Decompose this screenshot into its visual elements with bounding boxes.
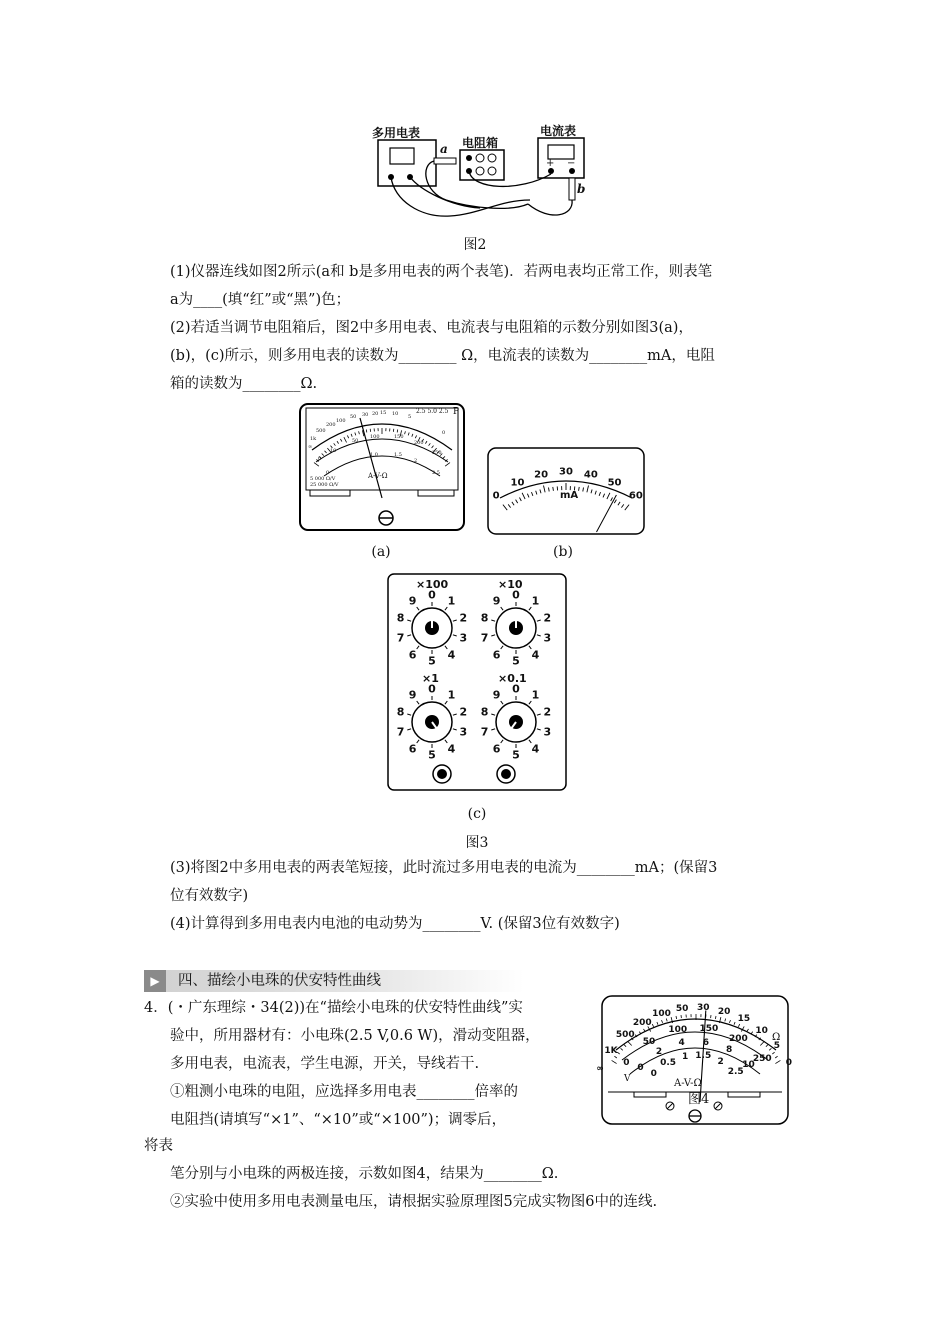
tick-label: 200 <box>414 440 424 446</box>
dial-digit: 4 <box>531 742 540 756</box>
tick-label: 0 <box>442 430 446 436</box>
tick-label: 8 <box>725 1045 733 1056</box>
dial-digit: 7 <box>396 631 405 645</box>
tick-label: 2 <box>717 1056 724 1067</box>
tick-mark <box>366 430 367 433</box>
tick-label: 2 <box>414 458 418 464</box>
tick-label: 0.5 <box>660 1058 677 1069</box>
dial-digit: 2 <box>543 705 552 719</box>
p4-line5: 电阻挡(请填写“×1”、“×10”或“×100”)；调零后， <box>170 1112 507 1128</box>
section-4-header <box>144 970 524 992</box>
scale-label-3a: A-V-Ω <box>368 472 388 480</box>
spec1-3a: 5 000 Ω/V <box>310 476 336 482</box>
tick-label: 30 <box>362 412 369 418</box>
tick-label: 50 <box>350 414 357 420</box>
q2-line2: (b)，(c)所示，则多用电表的读数为________ Ω，电流表的读数为________mA，电阻 <box>170 348 715 364</box>
tick-label: 0 <box>318 456 322 462</box>
dial-digit: 2 <box>459 705 468 719</box>
section-4-title: 四、描绘小电珠的伏安特性曲线 <box>178 973 381 989</box>
tick-label: 100 <box>652 1008 671 1019</box>
dial-digit: 8 <box>396 705 405 719</box>
spec2-3a: 25 000 Ω/V <box>310 482 339 488</box>
dial-digit: 7 <box>480 725 489 739</box>
tick-label: 50 <box>352 438 359 444</box>
tick-label: 250 <box>432 450 442 456</box>
tick-label: 2 <box>655 1047 663 1058</box>
dial-digit: 7 <box>480 631 489 645</box>
tick-label: 0 <box>785 1057 793 1068</box>
tick-label: 500 <box>316 428 326 434</box>
tick-label: 2.5 <box>727 1066 744 1077</box>
plus-sign: + <box>546 158 555 169</box>
tick-label: 30 <box>559 466 573 478</box>
p4-line4: ①粗测小电珠的电阻，应选择多用电表________倍率的 <box>170 1084 518 1100</box>
dial-digit: 3 <box>459 631 468 645</box>
p4-line3: 多用电表，电流表，学生电源，开关，导线若干. <box>170 1056 480 1072</box>
tick-label: 30 <box>696 1003 710 1014</box>
dial-digit: 1 <box>531 594 540 608</box>
figure-2-caption: 图2 <box>463 237 487 253</box>
dial-digit: 6 <box>408 742 417 756</box>
dial-digit: 6 <box>492 648 501 662</box>
tick-label: 1.5 <box>695 1051 712 1062</box>
dial-digit: 4 <box>531 648 540 662</box>
resistor-box-label: 电阻箱 <box>462 136 499 150</box>
tick-label: 1k <box>310 436 317 442</box>
ohm-unit-4: Ω <box>772 1032 781 1043</box>
figure-3-caption: 图3 <box>465 835 489 851</box>
tick-label: 0 <box>492 490 500 502</box>
tick-label: 100 <box>370 434 380 440</box>
q3-line1: (3)将图2中多用电表的两表笔短接，此时流过多用电表的电流为________mA；(保留3 <box>170 860 718 876</box>
figure-3b-caption: (b) <box>553 544 573 560</box>
dial-digit: 0 <box>428 682 436 696</box>
probe-b-label: b <box>577 182 586 196</box>
tick-label: 1K <box>604 1045 618 1056</box>
dial-digit: 1 <box>447 688 456 702</box>
figure-3c-caption: (c) <box>467 806 487 822</box>
dial-digit: 4 <box>447 648 456 662</box>
p4-line8: ②实验中使用多用电表测量电压，请根据实验原理图5完成实物图6中的连线. <box>170 1194 658 1210</box>
dial-digit: 5 <box>428 748 436 762</box>
tick-label: 5 <box>773 1040 781 1051</box>
q1-line2: a为____(填“红”或“黑”)色； <box>170 292 351 308</box>
tick-label: 10 <box>755 1025 768 1036</box>
tick-labels-3b <box>486 446 646 536</box>
figure-4-caption: 图4 <box>688 1092 710 1107</box>
figure-3a-multimeter <box>298 402 466 532</box>
tick-label: 10 <box>392 411 399 417</box>
dial-digit: 0 <box>512 588 520 602</box>
figure-3c-resistor-box <box>386 572 568 792</box>
tick-label: 6 <box>702 1037 710 1048</box>
tick-label: 200 <box>326 422 336 428</box>
figure-3b-ammeter <box>486 446 646 536</box>
tick-label: 0 <box>326 470 330 476</box>
ammeter-label: 电流表 <box>540 124 577 138</box>
tick-label: 50 <box>675 1003 689 1014</box>
tick-label: ∞ <box>596 1063 604 1074</box>
corner-p-3a: P <box>453 407 460 417</box>
q3-line2: 位有效数字) <box>170 888 249 904</box>
dial-x100-label: ×100 <box>416 578 449 591</box>
tick-label: 4 <box>678 1038 685 1049</box>
tick-label: 10 <box>510 477 525 489</box>
tick-labels-4 <box>596 994 793 1126</box>
dial-digit: 1 <box>531 688 540 702</box>
figure-4-multimeter <box>596 994 793 1126</box>
tick-label: 15 <box>737 1014 751 1025</box>
dial-digit: 2 <box>543 611 552 625</box>
dial-digit: 0 <box>512 682 520 696</box>
dial-digit: 7 <box>396 725 405 739</box>
scale-label-4: A-V-Ω <box>674 1078 702 1089</box>
tick-label: 250 <box>752 1054 772 1065</box>
dial-digits <box>386 572 568 792</box>
multimeter-label: 多用电表 <box>372 126 421 140</box>
dial-x01-label: ×0.1 <box>498 672 527 685</box>
dial-digit: 4 <box>447 742 456 756</box>
tick-label: 200 <box>632 1017 652 1028</box>
q2-line1: (2)若适当调节电阻箱后，图2中多用电表、电流表与电阻箱的示数分别如图3(a)， <box>170 320 693 336</box>
q4-line1: (4)计算得到多用电表内电池的电动势为________V. (保留3位有效数字) <box>170 916 620 932</box>
tick-label: 2.5 <box>432 470 440 476</box>
figure-3a-caption: (a) <box>371 544 391 560</box>
p4-line2: 验中，所用器材有：小电珠(2.5 V,0.6 W)，滑动变阻器， <box>170 1028 540 1044</box>
dial-digit: 5 <box>428 654 436 668</box>
p4-line7: 笔分别与小电珠的两极连接，示数如图4，结果为________Ω. <box>170 1166 559 1182</box>
dial-digit: 8 <box>480 611 489 625</box>
tick-label: 20 <box>372 411 379 417</box>
dial-x1-label: ×1 <box>422 672 439 685</box>
dial-digit: 3 <box>543 725 552 739</box>
tick-label: 50 <box>642 1036 656 1047</box>
dial-digit: 5 <box>512 654 520 668</box>
dial-digit: 1 <box>447 594 456 608</box>
tick-label: 0 <box>637 1063 644 1074</box>
tick-mark <box>397 430 398 433</box>
tick-label: 60 <box>628 490 643 502</box>
tick-label: 100 <box>336 418 346 424</box>
dial-digit: 9 <box>492 688 501 702</box>
tick-label: 10 <box>742 1059 755 1070</box>
tick-label: 0 <box>623 1058 630 1069</box>
dial-digit: 6 <box>408 648 417 662</box>
play-arrow-icon: ▶ <box>144 970 166 992</box>
volt-label-4: V <box>624 1074 631 1084</box>
tick-label: 1 <box>681 1052 689 1063</box>
tick-label: 500 <box>615 1030 635 1041</box>
tick-label: 10 <box>330 448 337 454</box>
dial-digit: 3 <box>543 631 552 645</box>
dial-digit: 6 <box>492 742 501 756</box>
q1-line1: (1)仪器连线如图2所示(a和 b是多用电表的两个表笔)．若两电表均正常工作，则表笔 <box>170 264 713 280</box>
tick-label: 50 <box>607 477 622 489</box>
p4-line6: 将表 <box>144 1138 173 1154</box>
tick-label: 40 <box>583 469 598 481</box>
top-right-3a: 2.5 5.0 2.5 <box>416 408 449 415</box>
probe-a-label: a <box>440 142 448 156</box>
tick-label: 150 <box>699 1023 719 1034</box>
tick-label: 150 <box>394 434 404 440</box>
dial-digit: 9 <box>492 594 501 608</box>
unit-3b: mA <box>560 490 579 501</box>
dial-x10-label: ×10 <box>498 578 523 591</box>
dial-digit: 2 <box>459 611 468 625</box>
dial-digit: 9 <box>408 594 417 608</box>
dial-digit: 8 <box>396 611 405 625</box>
tick-label: 20 <box>717 1006 731 1017</box>
tick-label: 200 <box>728 1034 748 1045</box>
dial-digit: 3 <box>459 725 468 739</box>
dial-digit: 9 <box>408 688 417 702</box>
figure-2 <box>360 120 600 232</box>
tick-label: 1.5 <box>394 452 402 458</box>
dial-digit: 8 <box>480 705 489 719</box>
dial-digit: 5 <box>512 748 520 762</box>
tick-label: 0 <box>650 1069 657 1080</box>
tick-label: 1.0 <box>370 452 378 458</box>
p4-line1: 4．(・广东理综・34(2))在“描绘小电珠的伏安特性曲线”实 <box>144 1000 523 1016</box>
tick-label: 100 <box>668 1024 688 1035</box>
tick-label: 5 <box>408 414 412 420</box>
tick-label: ∞ <box>308 444 313 450</box>
minus-sign: − <box>567 158 576 169</box>
dial-digit: 0 <box>428 588 436 602</box>
tick-label: 20 <box>534 469 549 481</box>
q2-line3: 箱的读数为________Ω. <box>170 376 318 392</box>
tick-label: 15 <box>380 410 387 416</box>
